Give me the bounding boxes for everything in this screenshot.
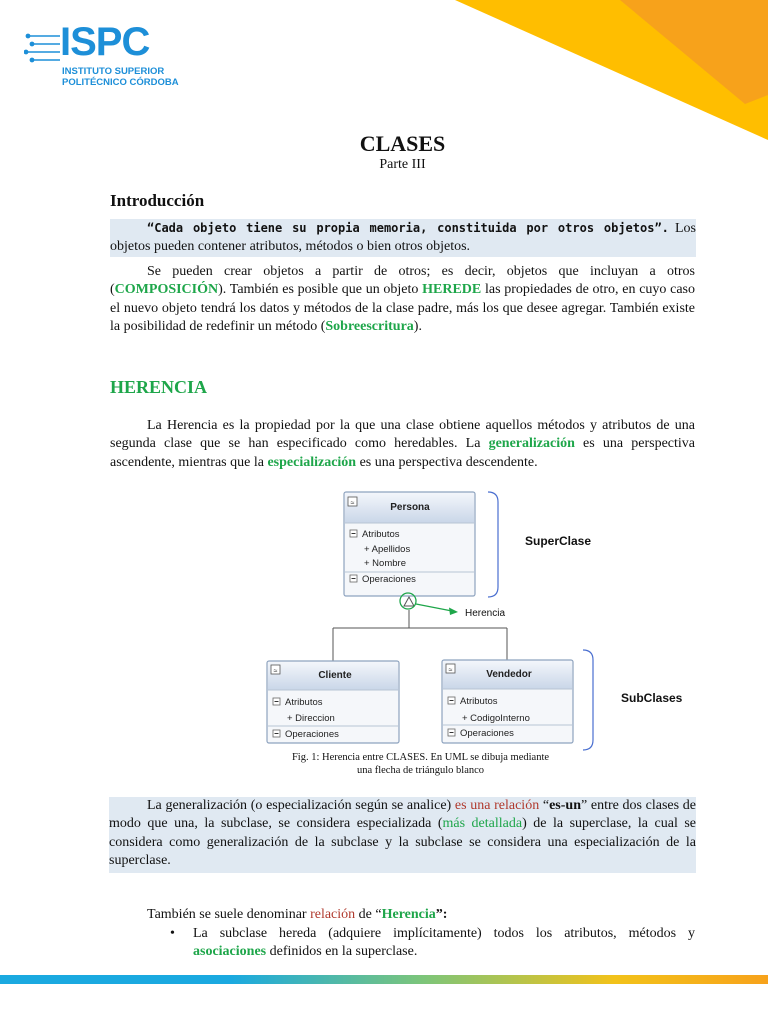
text-run: es una perspectiva descendente.	[356, 454, 538, 470]
herede-term: HEREDE	[422, 282, 482, 298]
text-run: es una perspectiva ascendente, mientras que la	[110, 436, 695, 470]
logo-line1: INSTITUTO SUPERIOR	[62, 66, 165, 77]
persona-title: Persona	[390, 502, 430, 513]
herencia-label: Herencia	[465, 608, 506, 619]
text-run: ”:	[435, 907, 448, 922]
text-run: ) de la superclase, la cual se considera como generalización de la subclase y la subclase se considera una especialización de la superclase.	[109, 816, 697, 869]
circuit-icon	[24, 28, 64, 70]
cliente-title: Cliente	[318, 670, 352, 681]
cliente-class	[267, 661, 399, 743]
herencia-paragraph	[110, 417, 695, 472]
bullet-dot: •	[170, 926, 175, 941]
page-title: CLASES	[359, 131, 446, 156]
logo-text: ISPC	[60, 20, 150, 64]
text-run: las propiedades de otro, en cuyo caso el nuevo objeto tendrá los datos y métodos de la clase padre, más los que desee agregar. También existe la posibilidad de redefinir un método (	[110, 282, 695, 335]
cliente-attr-1: + Direccion	[287, 713, 335, 724]
text-run: definidos en la superclase.	[266, 944, 418, 960]
svg-text:≈: ≈	[273, 668, 278, 675]
subclases-label: SubClases	[621, 691, 683, 705]
cliente-ops-label: Operaciones	[285, 729, 339, 740]
text-run: ” entre dos clases de modo que una, la subclase, se considera especializada (	[109, 798, 696, 832]
herencia-heading: HERENCIA	[110, 377, 208, 397]
page-subtitle: Parte III	[379, 157, 426, 172]
persona-class	[344, 492, 475, 596]
superclase-bracket	[488, 492, 498, 597]
uml-diagram	[0, 480, 768, 760]
composicion-term: COMPOSICIÓN	[114, 282, 219, 298]
persona-attrs-label: Atributos	[362, 529, 400, 540]
es-un-term: es-un	[549, 798, 581, 813]
es-una-relacion-term: es una relación	[454, 798, 540, 813]
text-run: ). También es posible que un objeto	[218, 282, 423, 298]
text-run: La generalización (o especialización según se analice)	[147, 798, 455, 813]
intro-heading: Introducción	[110, 191, 205, 210]
vendedor-attr-1: + CodigoInterno	[462, 713, 530, 724]
vendedor-ops-label: Operaciones	[460, 728, 514, 739]
relacion-term: relación	[310, 907, 356, 922]
text-run: La Herencia es la propiedad por la que una clase obtiene aquellos métodos y atributos de una segunda clase que se han especificado como heredables. La	[110, 418, 695, 452]
vendedor-title: Vendedor	[486, 669, 532, 680]
vendedor-class	[442, 660, 573, 743]
intro-quote-rest: Los objetos pueden contener atributos, métodos o bien otros objetos.	[110, 221, 697, 255]
text-run: ).	[413, 319, 422, 335]
svg-text:≈: ≈	[350, 500, 355, 507]
footer-bar	[0, 975, 768, 984]
subclases-bracket	[583, 650, 593, 750]
figure-caption-2: una flecha de triángulo blanco	[356, 765, 485, 776]
text-run: La subclase hereda (adquiere implícitamente) todos los atributos, métodos y	[193, 926, 695, 941]
generalization-paragraph	[109, 797, 696, 873]
text-run: Se pueden crear objetos a partir de otros; es decir, objetos que incluyan a otros (	[110, 264, 695, 298]
cliente-attrs-label: Atributos	[285, 697, 323, 708]
asociaciones-term: asociaciones	[193, 944, 267, 960]
text-run: También se suele denominar	[147, 907, 311, 922]
persona-attr-2: + Nombre	[364, 558, 406, 569]
intro-paragraph-2	[110, 263, 695, 337]
text-run: “	[539, 798, 550, 813]
logo	[24, 20, 179, 92]
intro-quote: “Cada objeto tiene su propia memoria, constituida por otros objetos”.	[147, 221, 669, 235]
herencia-term: Herencia	[381, 907, 436, 922]
inheritance-triangle	[404, 597, 414, 606]
persona-attr-1: + Apellidos	[364, 544, 411, 555]
vendedor-attrs-label: Atributos	[460, 696, 498, 707]
bullet-item	[193, 925, 695, 962]
intro-quote-paragraph	[110, 219, 696, 257]
sobreescritura-term: Sobreescritura	[325, 319, 414, 335]
denominar-line	[147, 906, 707, 924]
persona-ops-label: Operaciones	[362, 574, 416, 585]
generalizacion-term: generalización	[488, 436, 575, 452]
superclase-label: SuperClase	[525, 534, 592, 548]
mas-detallada-term: más detallada	[442, 816, 523, 832]
logo-line2: POLITÉCNICO CÓRDOBA	[62, 77, 179, 88]
figure-caption-1: Fig. 1: Herencia entre CLASES. En UML se dibuja mediante	[291, 752, 550, 763]
text-run: de “	[355, 907, 382, 922]
especializacion-term: especialización	[267, 454, 357, 470]
svg-text:≈: ≈	[448, 667, 453, 674]
